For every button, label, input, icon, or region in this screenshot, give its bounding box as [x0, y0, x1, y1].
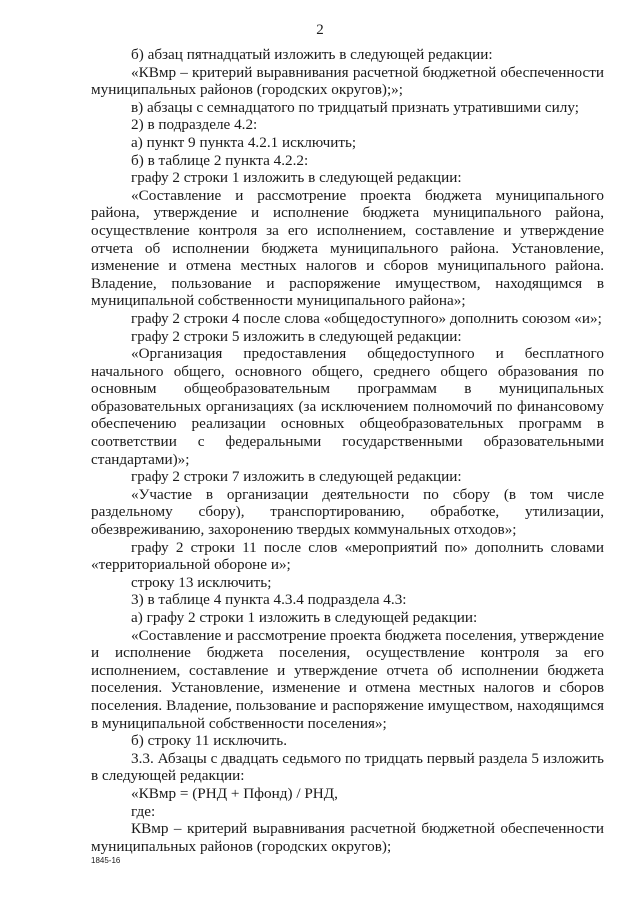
paragraph: б) в таблице 2 пункта 4.2.2:	[131, 151, 309, 169]
document-body	[91, 46, 604, 855]
paragraph: «Организация предоставления общедоступного и бесплатного начального общего, основного общего, среднего общего образования по основным общеобразовательным программам в муниципальных образовательных организациях (за исключением полномочий по финансовому обеспечению реализации основных общеобразовательных программ в соответствии с федеральными государственными образовательными стандартами)»;	[91, 345, 604, 468]
paragraph: графу 2 строки 11 после слов «мероприятий по» дополнить словами «территориальной обороне и»;	[91, 538, 604, 574]
paragraph: 2) в подразделе 4.2:	[131, 116, 258, 134]
paragraph: б) строку 11 исключить.	[131, 732, 288, 750]
paragraph: б) абзац пятнадцатый изложить в следующей редакции:	[131, 46, 493, 63]
paragraph: «Составление и рассмотрение проекта бюджета муниципального района, утверждение и исполнение бюджета муниципального района, осуществление контроля за его исполнением, составление и утверждение отчета об исполнении бюджета муниципального района. Установление, изменение и отмена местных налогов и сборов муниципального района. Владение, пользование и распоряжение имуществом, находящимся в муниципальной собственности муниципального района»;	[91, 186, 604, 310]
formula-line: «КВмр = (РНД + Пфонд) / РНД,	[131, 784, 338, 802]
page-number: 2	[316, 22, 324, 38]
document-code: 1845-16	[91, 856, 121, 865]
paragraph: графу 2 строки 7 изложить в следующей редакции:	[131, 468, 462, 486]
paragraph: а) пункт 9 пункта 4.2.1 исключить;	[131, 133, 357, 151]
paragraph: графу 2 строки 1 изложить в следующей редакции:	[131, 169, 462, 187]
paragraph: 3.3. Абзацы с двадцать седьмого по тридцать первый раздела 5 изложить в следующей редакции:	[91, 749, 604, 785]
paragraph: графу 2 строки 5 изложить в следующей редакции:	[131, 327, 462, 345]
paragraph: 3) в таблице 4 пункта 4.3.4 подраздела 4.3:	[131, 591, 407, 609]
paragraph: «Составление и рассмотрение проекта бюджета поселения, утверждение и исполнение бюджета поселения, осуществление контроля за его исполнением, составление и утверждение отчета об исполнении бюджета поселения. Установление, изменение и отмена местных налогов и сборов поселения. Владение, пользование и распоряжение имуществом, находящимся в муниципальной собственности поселения»;	[91, 626, 604, 732]
paragraph: графу 2 строки 4 после слова «общедоступного» дополнить союзом «и»;	[131, 309, 602, 327]
paragraph: КВмр – критерий выравнивания расчетной бюджетной обеспеченности муниципальных районов (городских округов);	[91, 820, 604, 855]
paragraph: где:	[131, 802, 156, 820]
paragraph: строку 13 исключить;	[131, 573, 272, 591]
paragraph: «КВмр – критерий выравнивания расчетной бюджетной обеспеченности муниципальных районов (городских округов);»;	[91, 63, 604, 99]
paragraph: в) абзацы с семнадцатого по тридцатый признать утратившими силу;	[131, 98, 579, 116]
paragraph: а) графу 2 строки 1 изложить в следующей редакции:	[131, 609, 478, 626]
paragraph: «Участие в организации деятельности по сбору (в том числе раздельному сбору), транспортированию, обработке, утилизации, обезвреживанию, захоронению твердых коммунальных отходов»;	[91, 485, 604, 539]
